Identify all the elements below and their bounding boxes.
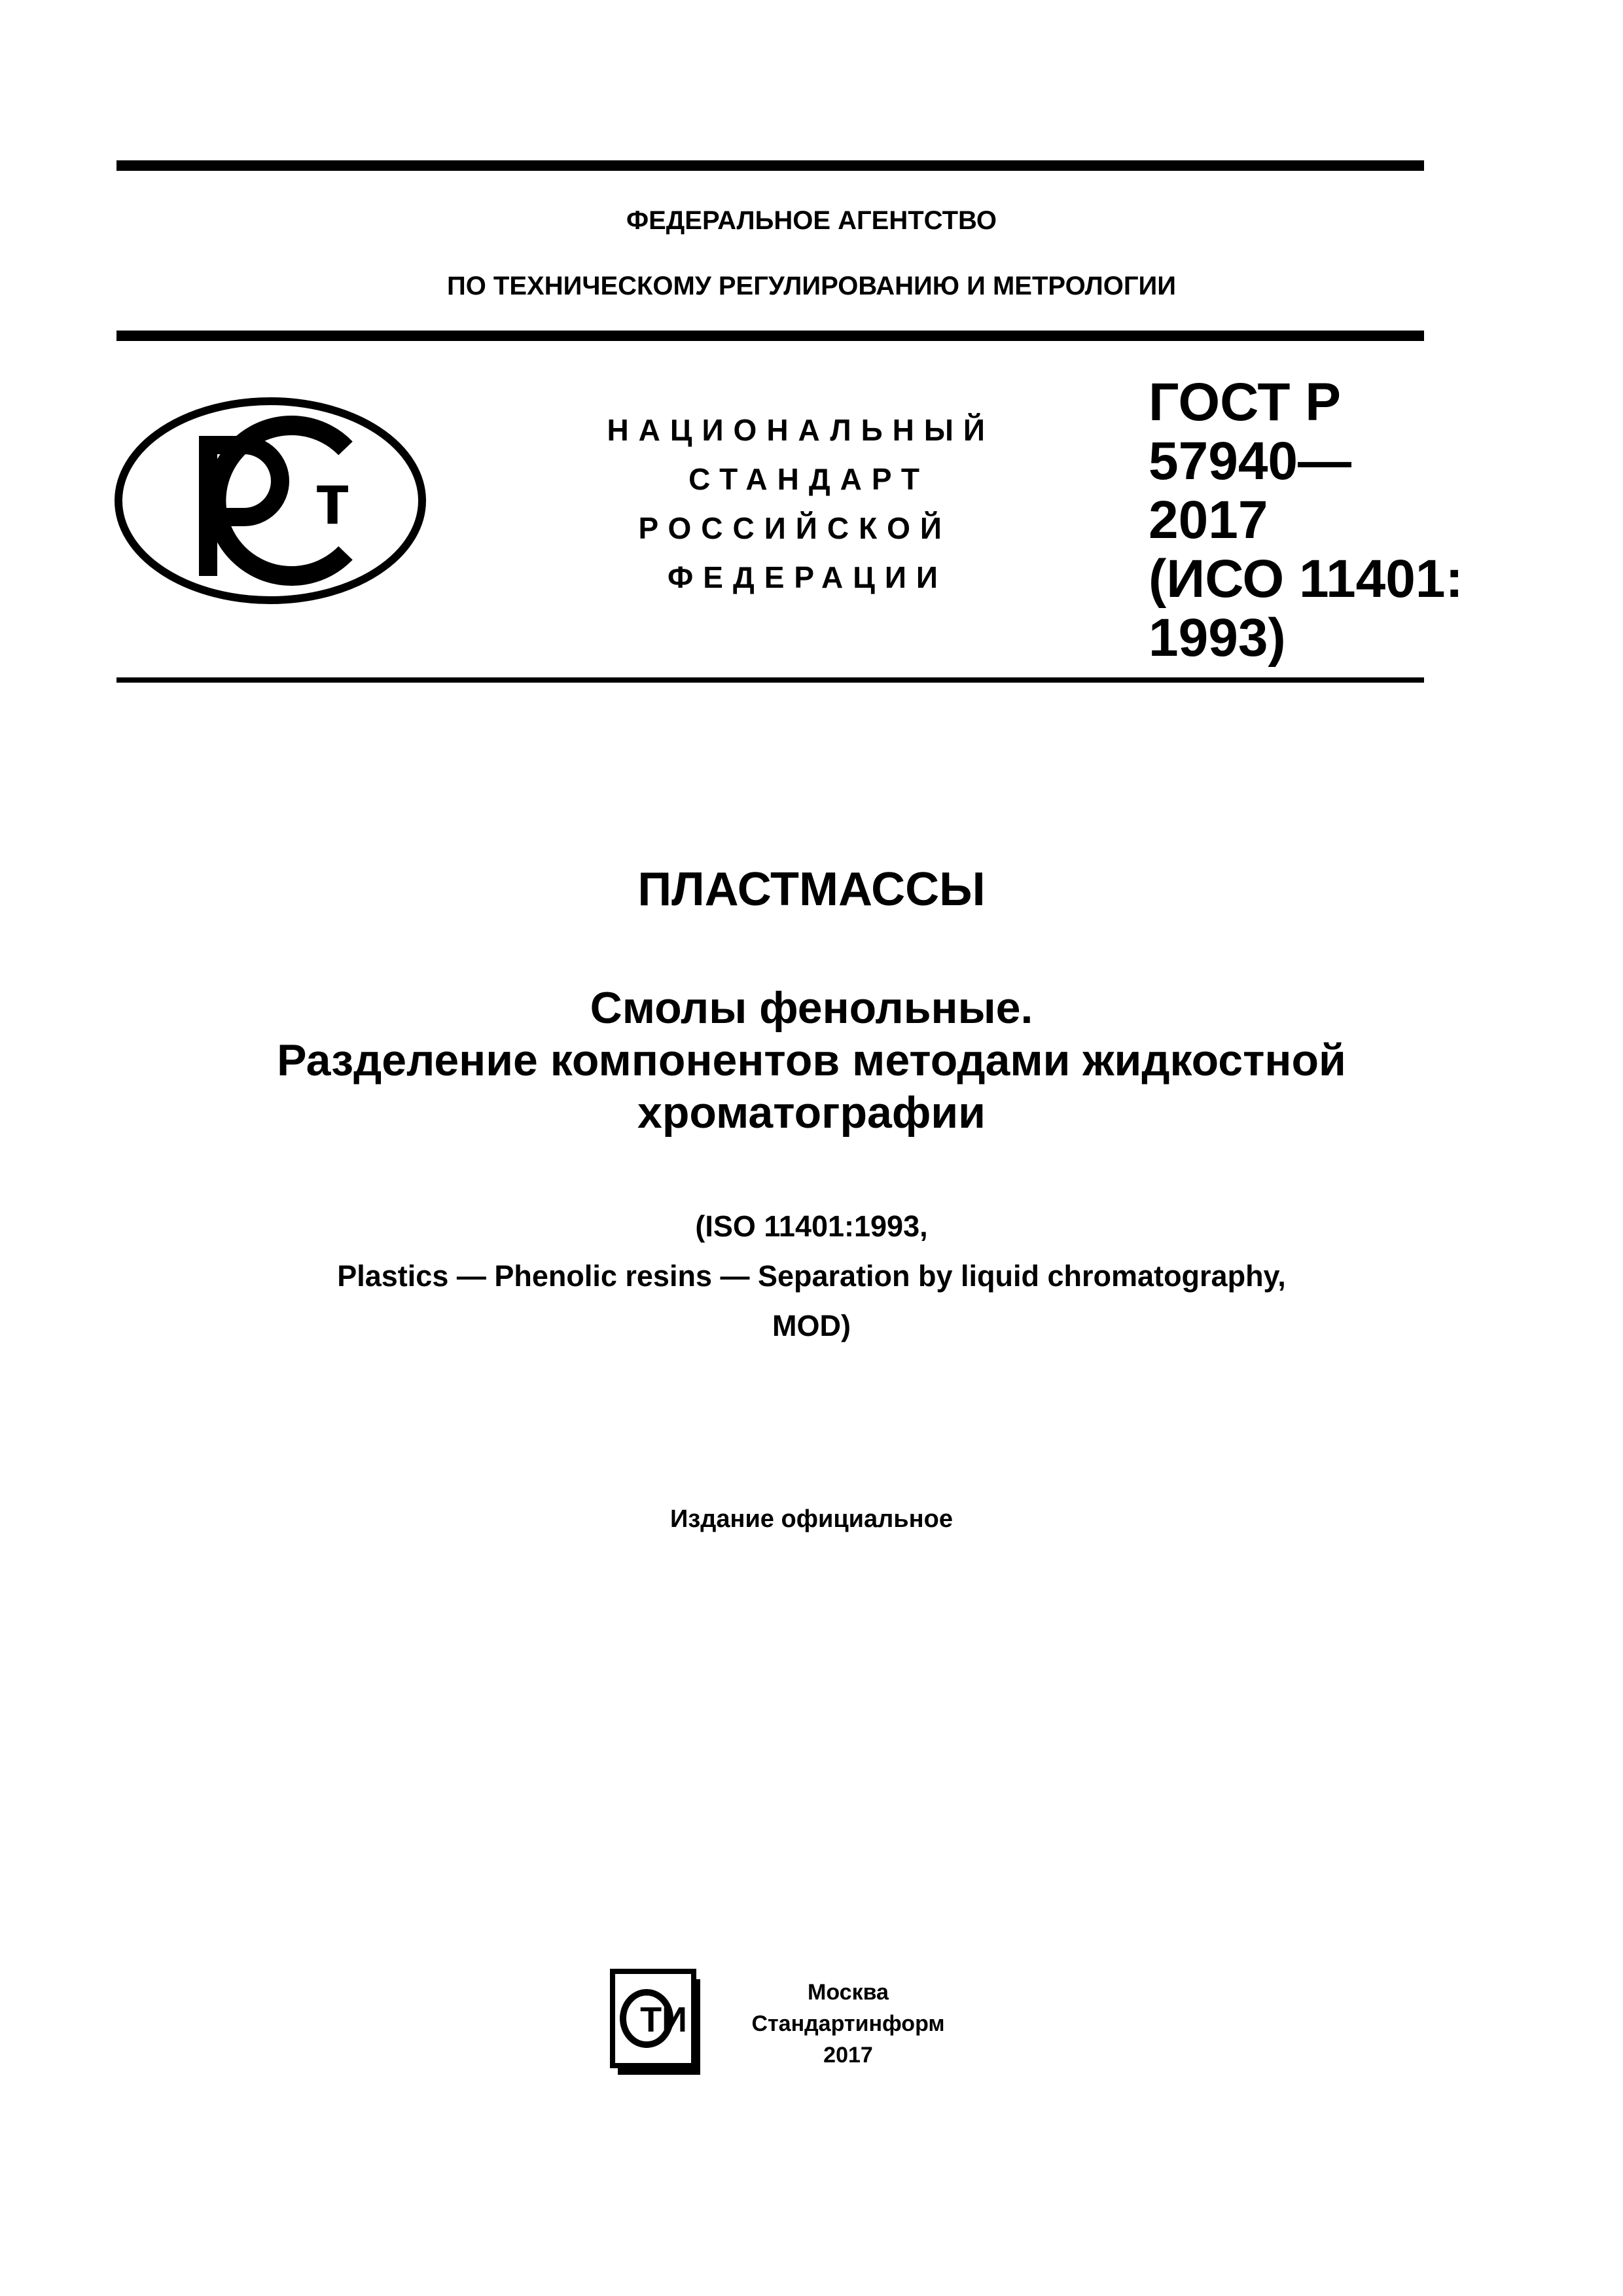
subtitle-line-1: Смолы фенольные. — [590, 983, 1033, 1033]
designation-line-3: 2017 — [1149, 490, 1268, 550]
agency-line-1: ФЕДЕРАЛЬНОЕ АГЕНТСТВО — [626, 206, 997, 235]
publisher-year: 2017 — [823, 2043, 873, 2068]
publisher-name: Стандартинформ — [751, 2011, 945, 2036]
standard-type-line-3: РОССИЙСКОЙ — [638, 511, 952, 545]
publisher-logo-text: ТИ — [640, 2000, 687, 2039]
gost-designation — [1149, 373, 1463, 668]
designation-line-2: 57940— — [1149, 431, 1352, 491]
iso-reference-line-3: MOD) — [772, 1309, 851, 1342]
standard-type-line-1: НАЦИОНАЛЬНЫЙ — [607, 413, 995, 447]
header-block-bottom-rule — [116, 677, 1424, 683]
designation-line-4: (ИСО 11401: — [1149, 549, 1463, 609]
edition-label: Издание официальное — [670, 1505, 953, 1533]
iso-reference-line-2: Plastics — Phenolic resins — Separation by liquid chromatography, — [337, 1259, 1286, 1293]
rst-logo-t-letter: т — [315, 459, 350, 539]
publisher-logo — [609, 1964, 707, 2081]
header-bottom-rule — [116, 331, 1424, 341]
rst-logo — [110, 393, 431, 609]
standard-type-line-2: СТАНДАРТ — [688, 462, 929, 496]
designation-line-5: 1993) — [1149, 608, 1286, 668]
subtitle-line-2: Разделение компонентов методами жидкостной — [277, 1035, 1346, 1085]
subtitle-line-3: хроматографии — [637, 1088, 986, 1138]
standard-type-line-4: ФЕДЕРАЦИИ — [668, 560, 948, 594]
designation-line-1: ГОСТ Р — [1149, 372, 1341, 432]
agency-line-2: ПО ТЕХНИЧЕСКОМУ РЕГУЛИРОВАНИЮ И МЕТРОЛОГИИ — [446, 272, 1177, 300]
publisher-info — [730, 1977, 966, 2071]
top-thick-rule — [116, 160, 1424, 171]
document-title: ПЛАСТМАССЫ — [637, 863, 986, 916]
publisher-city: Москва — [808, 1980, 889, 2005]
iso-reference-line-1: (ISO 11401:1993, — [695, 1210, 928, 1243]
